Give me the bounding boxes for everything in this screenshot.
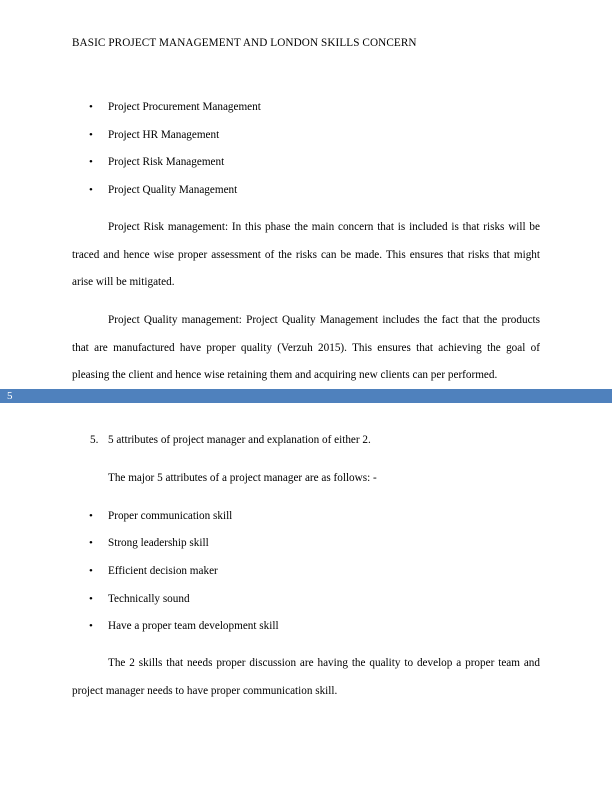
attributes-intro: The major 5 attributes of a project manager are as follows: - [108, 472, 377, 484]
quality-paragraph: Project Quality management: Project Quality Management includes the fact that the products that are manufactured have proper quality (Verzuh 2015). This ensures that achieving the goal of pleasing the client and hence wise retaining them and acquiring new clients can per performed. [72, 314, 540, 382]
list-item-text: Project Procurement Management [108, 101, 261, 113]
bullet-icon: • [89, 620, 93, 632]
list-item-text: Efficient decision maker [108, 565, 218, 577]
list-item-text: Strong leadership skill [108, 537, 209, 549]
bullet-icon: • [89, 156, 93, 168]
bullet-icon: • [89, 537, 93, 549]
bullet-icon: • [89, 510, 93, 522]
bullet-icon: • [89, 101, 93, 113]
list-item-text: Have a proper team development skill [108, 620, 279, 632]
section-title: 5 attributes of project manager and explanation of either 2. [108, 434, 371, 446]
bullet-icon: • [89, 593, 93, 605]
risk-paragraph: Project Risk management: In this phase the main concern that is included is that risks will be traced and hence wise proper assessment of the risks can be made. This ensures that risks that might arise will be mitigated. [72, 221, 540, 289]
list-item-text: Technically sound [108, 593, 190, 605]
running-header: BASIC PROJECT MANAGEMENT AND LONDON SKILLS CONCERN [72, 37, 417, 49]
list-item-text: Project Risk Management [108, 156, 225, 168]
bullet-icon: • [89, 129, 93, 141]
page-marker-band [0, 389, 612, 403]
bullet-icon: • [89, 184, 93, 196]
list-item-text: Project Quality Management [108, 184, 238, 196]
list-item-text: Proper communication skill [108, 510, 233, 522]
section-number: 5. [90, 434, 99, 446]
list-item-text: Project HR Management [108, 129, 220, 141]
bullet-icon: • [89, 565, 93, 577]
closing-paragraph: The 2 skills that needs proper discussion are having the quality to develop a proper team and project manager needs to have proper communication skill. [72, 657, 540, 697]
page-number: 5 [7, 390, 13, 402]
